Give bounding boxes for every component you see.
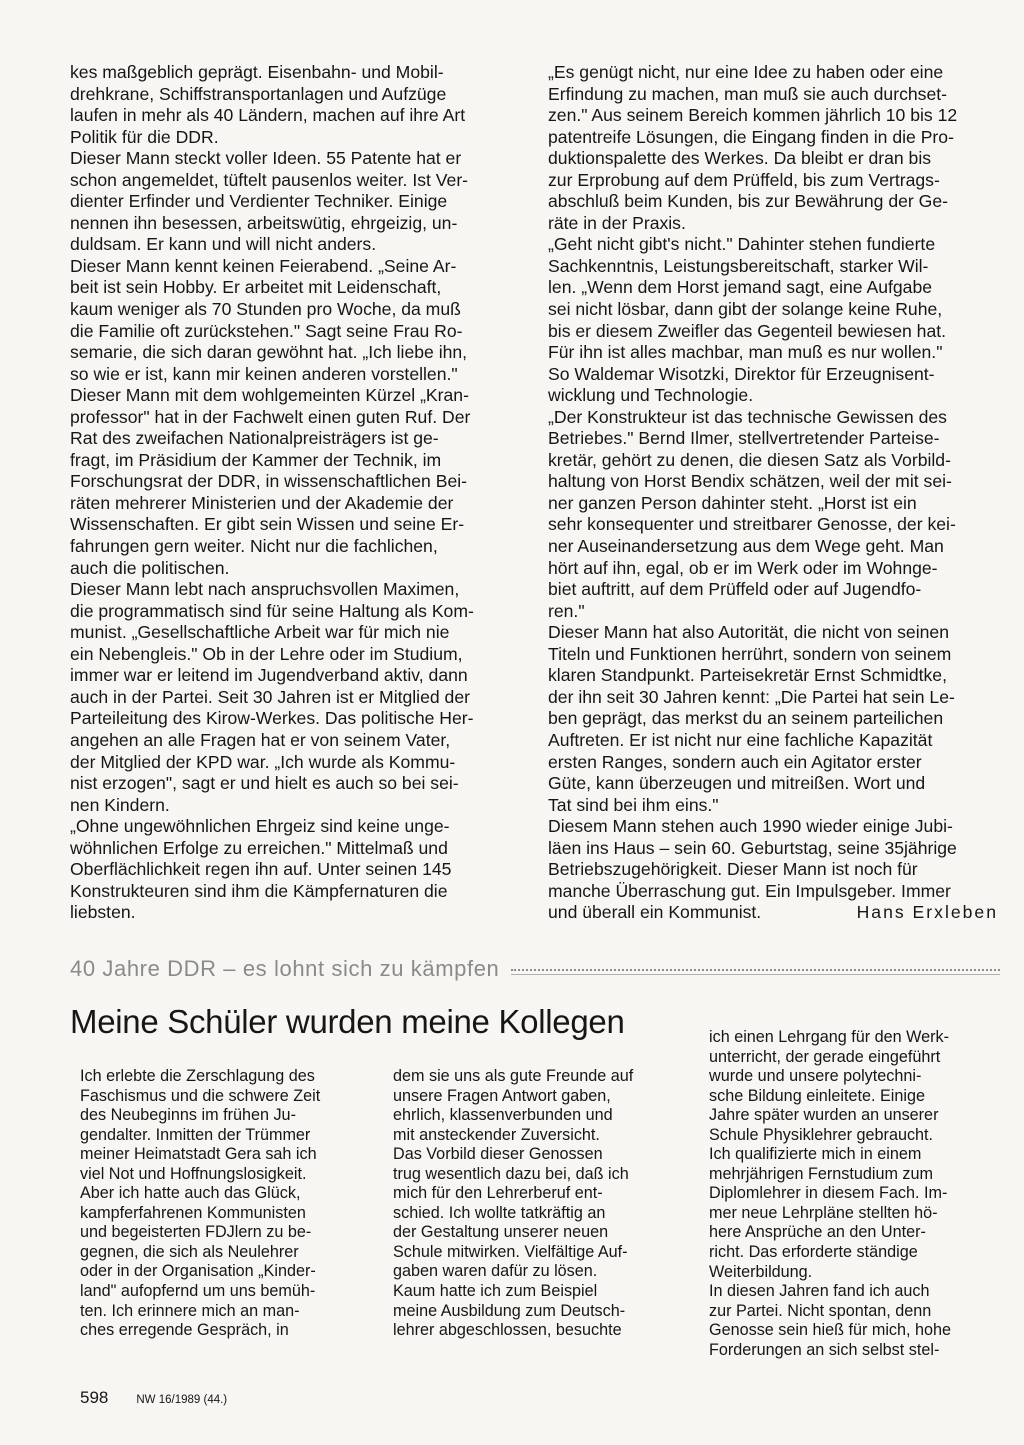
- article-column-top-left: [70, 62, 522, 924]
- text-line: schied. Ich wollte tatkräftig an: [393, 1203, 606, 1222]
- text-line: läen ins Haus – sein 60. Geburtstag, seine 35jährige: [548, 837, 957, 858]
- text-line: Titeln und Funktionen herrührt, sondern von seinem: [548, 643, 952, 664]
- text-line: Tat sind bei ihm eins.": [548, 794, 719, 815]
- text-line: Ich qualifizierte mich in einem: [709, 1145, 922, 1164]
- text-line: der Gestaltung unserer neuen: [393, 1223, 609, 1242]
- series-banner: [70, 952, 1000, 986]
- text-line: angehen an alle Fragen hat er von seinem Vater,: [70, 729, 451, 750]
- text-line: Dieser Mann kennt keinen Feierabend. „Seine Ar-: [70, 255, 457, 276]
- text-line: fragt, im Präsidium der Kammer der Technik, im: [70, 449, 442, 470]
- text-line: gendalter. Inmitten der Trümmer: [80, 1125, 311, 1144]
- text-line: abschluß beim Kunden, bis zur Bewährung der Ge-: [548, 191, 948, 212]
- text-line: ches erregende Gespräch, in: [80, 1321, 289, 1340]
- article-column-bottom-1: [80, 1067, 366, 1341]
- text-line: so wie er ist, kann mir keinen anderen vorstellen.": [70, 363, 458, 384]
- text-line: immer war er leitend im Jugendverband aktiv, dann: [70, 665, 468, 686]
- text-line: nist erzogen", sagt er und hielt es auch so bei sei-: [70, 773, 459, 794]
- text-line: Genosse sein hieß für mich, hohe: [709, 1321, 952, 1340]
- article-column-bottom-2: [393, 1067, 685, 1341]
- text-line: Wissenschaften. Er gibt sein Wissen und seine Er-: [70, 514, 465, 535]
- text-line: ben geprägt, das merkst du an seinem parteilichen: [548, 708, 944, 729]
- text-line: kampferfahrenen Kommunisten: [80, 1203, 306, 1222]
- text-line: Diplomlehrer in diesem Fach. Im-: [709, 1184, 948, 1203]
- text-line: zen." Aus seinem Bereich kommen jährlich 10 bis 12: [548, 105, 958, 126]
- text-line: Forschungsrat der DDR, in wissenschaftlichen Bei-: [70, 471, 467, 492]
- text-line: fahrungen gern weiter. Nicht nur die fachlichen,: [70, 536, 438, 557]
- text-line: wurde und unsere polytechni-: [709, 1067, 922, 1086]
- text-line: In diesen Jahren fand ich auch: [709, 1282, 930, 1301]
- text-line: Das Vorbild dieser Genossen: [393, 1145, 603, 1164]
- article-column-top-right: [548, 62, 998, 924]
- page-footer: [80, 1388, 227, 1408]
- text-line: Oberflächlichkeit regen ihn auf. Unter seinen 145: [70, 859, 452, 880]
- text-line: Diesem Mann stehen auch 1990 wieder einige Jubi-: [548, 816, 953, 837]
- closing-sentence: und überall ein Kommunist.: [548, 902, 762, 923]
- text-line: Ich erlebte die Zerschlagung des: [80, 1067, 315, 1085]
- text-line: munist. „Gesellschaftliche Arbeit war für mich nie: [70, 622, 450, 643]
- text-line: len. „Wenn dem Horst jemand sagt, eine Aufgabe: [548, 277, 933, 298]
- text-line: laufen in mehr als 40 Ländern, machen auf ihre Art: [70, 105, 466, 126]
- text-line: So Waldemar Wisotzki, Direktor für Erzeugnisent-: [548, 363, 935, 384]
- text-line: sehr konsequenter und streitbarer Genosse, der kei-: [548, 514, 956, 535]
- text-line: Weiterbildung.: [709, 1262, 813, 1281]
- text-line: mer neue Lehrpläne stellten hö-: [709, 1203, 938, 1222]
- text-line: liebsten.: [70, 902, 136, 923]
- text-line: gegnen, die sich als Neulehrer: [80, 1242, 299, 1261]
- text-line: duktionspalette des Werkes. Da bleibt er dran bis: [548, 148, 932, 169]
- page-number: 598: [80, 1388, 109, 1407]
- author-name: Hans Erxleben: [856, 902, 998, 923]
- text-line: „Geht nicht gibt's nicht." Dahinter stehen fundierte: [548, 234, 936, 255]
- text-line: Sachkenntnis, Leistungsbereitschaft, starker Wil-: [548, 255, 929, 276]
- text-line: Dieser Mann lebt nach anspruchsvollen Maximen,: [70, 579, 460, 600]
- text-line: „Der Konstrukteur ist das technische Gewissen des: [548, 406, 947, 427]
- text-line: Aber ich hatte auch das Glück,: [80, 1184, 301, 1203]
- text-line: ersten Ranges, sondern auch ein Agitator erster: [548, 751, 922, 772]
- text-line: räte in der Praxis.: [548, 212, 686, 233]
- text-line: Erfindung zu machen, man muß sie auch durchset-: [548, 83, 947, 104]
- journal-reference: NW 16/1989 (44.): [136, 1394, 228, 1406]
- text-line: Dieser Mann steckt voller Ideen. 55 Patente hat er: [70, 148, 462, 169]
- text-line: oder in der Organisation „Kinder-: [80, 1262, 316, 1281]
- text-line: here Ansprüche an den Unter-: [709, 1223, 926, 1242]
- text-line: duldsam. Er kann und will nicht anders.: [70, 234, 377, 255]
- article-headline: Meine Schüler wurden meine Kollegen: [70, 1003, 625, 1040]
- text-line: Güte, kann überzeugen und mitreißen. Wort und: [548, 773, 926, 794]
- text-line: meiner Heimatstadt Gera sah ich: [80, 1145, 317, 1164]
- text-line: viel Not und Hoffnungslosigkeit.: [80, 1164, 307, 1183]
- text-line: zur Erprobung auf dem Prüffeld, bis zum Vertrags-: [548, 169, 940, 190]
- text-line: Dieser Mann mit dem wohlgemeinten Kürzel „Kran-: [70, 385, 469, 406]
- text-line: räten mehrerer Ministerien und der Akademie der: [70, 492, 454, 513]
- text-line: mehrjährigen Fernstudium zum: [709, 1164, 934, 1183]
- text-line: unterricht, der gerade eingeführt: [709, 1047, 941, 1066]
- text-line: gaben waren dafür zu lösen.: [393, 1262, 598, 1281]
- series-title: 40 Jahre DDR – es lohnt sich zu kämpfen: [70, 956, 500, 981]
- text-line: Faschismus und die schwere Zeit: [80, 1086, 321, 1105]
- text-line: haltung von Horst Bendix schätzen, weil der mit sei-: [548, 471, 952, 492]
- text-line: zur Partei. Nicht spontan, denn: [709, 1301, 932, 1320]
- text-line: professor" hat in der Fachwelt einen guten Ruf. Der: [70, 406, 471, 427]
- text-line: patentreife Lösungen, die Eingang finden in die Pro-: [548, 126, 954, 147]
- text-line: auch in der Partei. Seit 30 Jahren ist er Mitglied der: [70, 686, 470, 707]
- text-line: klaren Standpunkt. Parteisekretär Ernst Schmidtke,: [548, 665, 947, 686]
- text-line: unsere Fragen Antwort gaben,: [393, 1086, 611, 1105]
- text-line: der Mitglied der KPD war. „Ich wurde als Kommu-: [70, 751, 456, 772]
- text-line: ein Nebengleis." Ob in der Lehre oder im Studium,: [70, 643, 463, 664]
- text-line: Betriebes." Bernd Ilmer, stellvertretender Parteise-: [548, 428, 940, 449]
- text-line: meine Ausbildung zum Deutsch-: [393, 1301, 626, 1320]
- text-line: nen Kindern.: [70, 794, 170, 815]
- text-line: ten. Ich erinnere mich an man-: [80, 1301, 300, 1320]
- text-line: ich einen Lehrgang für den Werk-: [709, 1028, 949, 1046]
- text-line: „Ohne ungewöhnlichen Ehrgeiz sind keine unge-: [70, 816, 450, 837]
- text-line: Für ihn ist alles machbar, man muß es nur wollen.": [548, 342, 943, 363]
- article-column-bottom-3: [709, 1028, 1001, 1360]
- text-line: land" aufopfernd um uns bemüh-: [80, 1282, 316, 1301]
- text-line: kaum weniger als 70 Stunden pro Woche, da muß: [70, 299, 461, 320]
- text-line: Parteileitung des Kirow-Werkes. Das politische Her-: [70, 708, 474, 729]
- text-line: kretär, gehört zu denen, die diesen Satz als Vorbild-: [548, 449, 951, 470]
- text-line: richt. Das erforderte ständige: [709, 1243, 918, 1262]
- text-line: biet auftritt, auf dem Prüffeld oder auf Jugendfo-: [548, 579, 922, 600]
- text-line: „Es genügt nicht, nur eine Idee zu haben oder eine: [548, 62, 944, 82]
- text-line: trug wesentlich dazu bei, daß ich: [393, 1164, 629, 1183]
- series-rule-divider: [511, 969, 1000, 975]
- text-line: auch die politischen.: [70, 557, 230, 578]
- text-line: nennen ihn besessen, arbeitswütig, ehrgeizig, un-: [70, 212, 458, 233]
- text-line: ner Auseinandersetzung aus dem Wege geht. Man: [548, 536, 944, 557]
- text-line: schon angemeldet, tüftelt pausenlos weiter. Ist Ver-: [70, 169, 469, 190]
- text-line: der ihn seit 30 Jahren kennt: „Die Partei hat sein Le-: [548, 686, 955, 707]
- text-line: beit ist sein Hobby. Er arbeitet mit Leidenschaft,: [70, 277, 442, 298]
- text-line: ren.": [548, 600, 585, 621]
- text-line: Kaum hatte ich zum Beispiel: [393, 1282, 598, 1301]
- text-line: Betriebszugehörigkeit. Dieser Mann ist noch für: [548, 859, 918, 880]
- text-line: Auftreten. Er ist nicht nur eine fachliche Kapazität: [548, 729, 933, 750]
- text-line: die programmatisch sind für seine Haltung als Kom-: [70, 600, 474, 621]
- text-line: ehrlich, klassenverbunden und: [393, 1106, 613, 1125]
- text-line: Schule Physiklehrer gebraucht.: [709, 1125, 934, 1144]
- text-line: dem sie uns als gute Freunde auf: [393, 1067, 634, 1085]
- text-line: lehrer abgeschlossen, besuchte: [393, 1321, 622, 1340]
- text-line: Dieser Mann hat also Autorität, die nicht von seinen: [548, 622, 949, 643]
- text-line: wöhnlichen Erfolge zu erreichen." Mittelmaß und: [70, 837, 448, 858]
- text-line: hört auf ihn, egal, ob er im Werk oder im Wohnge-: [548, 557, 938, 578]
- text-line: mit ansteckender Zuversicht.: [393, 1125, 600, 1144]
- text-line: Konstrukteuren sind ihm die Kämpfernaturen die: [70, 880, 448, 901]
- text-line: des Neubeginns im frühen Ju-: [80, 1106, 296, 1125]
- text-line: manche Überraschung gut. Ein Impulsgeber. Immer: [548, 880, 951, 901]
- text-line: dienter Erfinder und Verdienter Techniker. Einige: [70, 191, 448, 212]
- text-line: mich für den Lehrerberuf ent-: [393, 1184, 603, 1203]
- text-line: Jahre später wurden an unserer: [709, 1106, 939, 1125]
- text-line: Politik für die DDR.: [70, 126, 219, 147]
- text-line: die Familie oft zurückstehen." Sagt seine Frau Ro-: [70, 320, 463, 341]
- text-line: bis er diesem Zweifler das Gegenteil bewiesen hat.: [548, 320, 947, 341]
- text-line: und begeisterten FDJlern zu be-: [80, 1223, 312, 1242]
- text-line: sei nicht lösbar, dann gibt der solange keine Ruhe,: [548, 299, 943, 320]
- text-line: ner ganzen Person dahinter steht. „Horst ist ein: [548, 492, 917, 513]
- text-line: semarie, die sich daran gewöhnt hat. „Ich liebe ihn,: [70, 342, 468, 363]
- text-line: drehkrane, Schiffstransportanlagen und Aufzüge: [70, 83, 447, 104]
- closing-signature-line: [548, 902, 998, 924]
- text-line: Schule mitwirken. Vielfältige Auf-: [393, 1242, 628, 1261]
- text-line: Rat des zweifachen Nationalpreisträgers ist ge-: [70, 428, 439, 449]
- text-line: Forderungen an sich selbst stel-: [709, 1340, 940, 1359]
- text-line: wicklung und Technologie.: [548, 385, 754, 406]
- text-line: sche Bildung einleitete. Einige: [709, 1086, 925, 1105]
- text-line: kes maßgeblich geprägt. Eisenbahn- und Mobil-: [70, 62, 444, 82]
